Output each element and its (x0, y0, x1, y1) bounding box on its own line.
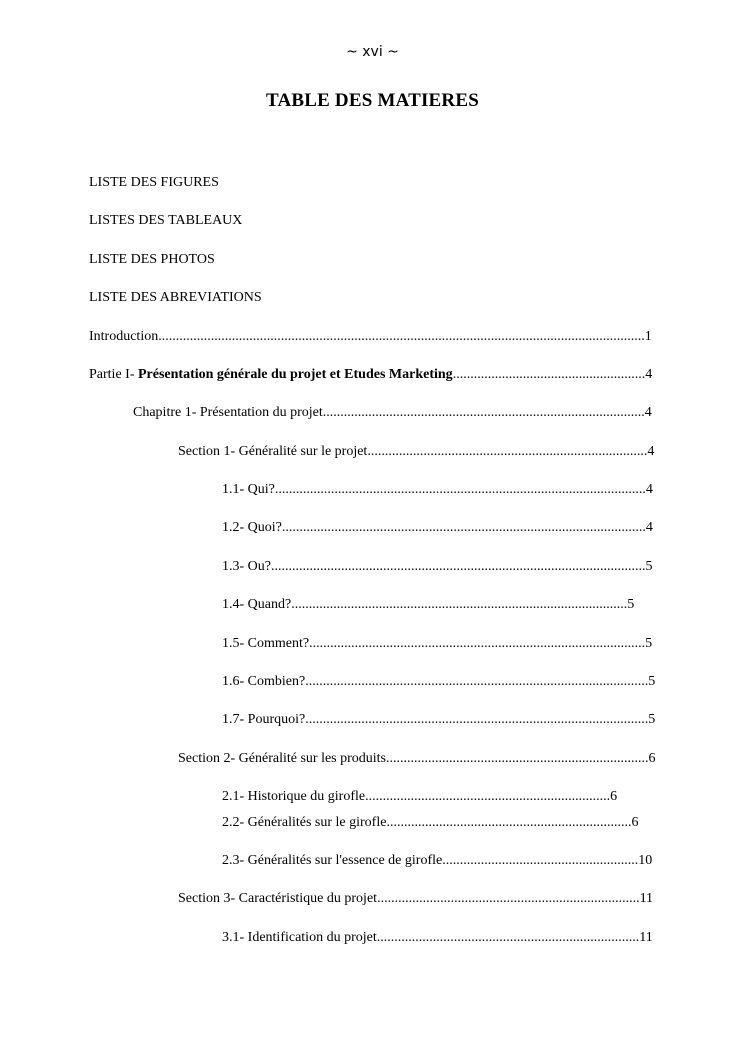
toc-entry-2-1: 2.1- Historique du girofle......................................................................6 (222, 789, 618, 804)
list-tables: LISTES DES TABLEAUX (89, 213, 243, 228)
toc-entry-1-7: 1.7- Pourquoi?..................................................................................................5 (222, 712, 656, 727)
toc-entry-1-2: 1.2- Quoi?........................................................................................................4 (222, 520, 653, 535)
toc-entry-3-1: 3.1- Identification du projet...........................................................................11 (222, 930, 653, 945)
toc-entry-2-2: 2.2- Généralités sur le girofle......................................................................6 (222, 815, 639, 830)
page-number: ~ xvi ~ (346, 44, 399, 60)
toc-entry-section-2: Section 2- Généralité sur les produits...........................................................................6 (178, 751, 656, 766)
list-abbreviations: LISTE DES ABREVIATIONS (89, 290, 262, 305)
toc-entry-section-3: Section 3- Caractéristique du projet...........................................................................11 (178, 891, 654, 906)
toc-entry-chapitre-1: Chapitre 1- Présentation du projet............................................................................................4 (133, 405, 652, 420)
toc-entry-partie-1: Partie I- Présentation générale du projet et Etudes Marketing.......................................................4 (89, 367, 653, 382)
toc-entry-2-3: 2.3- Généralités sur l'essence de girofle........................................................10 (222, 853, 653, 868)
list-figures: LISTE DES FIGURES (89, 175, 219, 190)
toc-entry-1-4: 1.4- Quand?................................................................................................5 (222, 597, 635, 612)
toc-entry-1-5: 1.5- Comment?................................................................................................5 (222, 636, 653, 651)
toc-entry-introduction: Introduction...........................................................................................................................................1 (89, 329, 652, 344)
toc-entry-1-6: 1.6- Combien?..................................................................................................5 (222, 674, 656, 689)
page-title: TABLE DES MATIERES (265, 90, 479, 111)
toc-entry-1-3: 1.3- Ou?...........................................................................................................5 (222, 559, 653, 574)
toc-entry-1-1: 1.1- Qui?..........................................................................................................4 (222, 482, 653, 497)
toc-entry-section-1: Section 1- Généralité sur le projet................................................................................4 (178, 444, 655, 459)
list-photos: LISTE DES PHOTOS (89, 252, 215, 267)
